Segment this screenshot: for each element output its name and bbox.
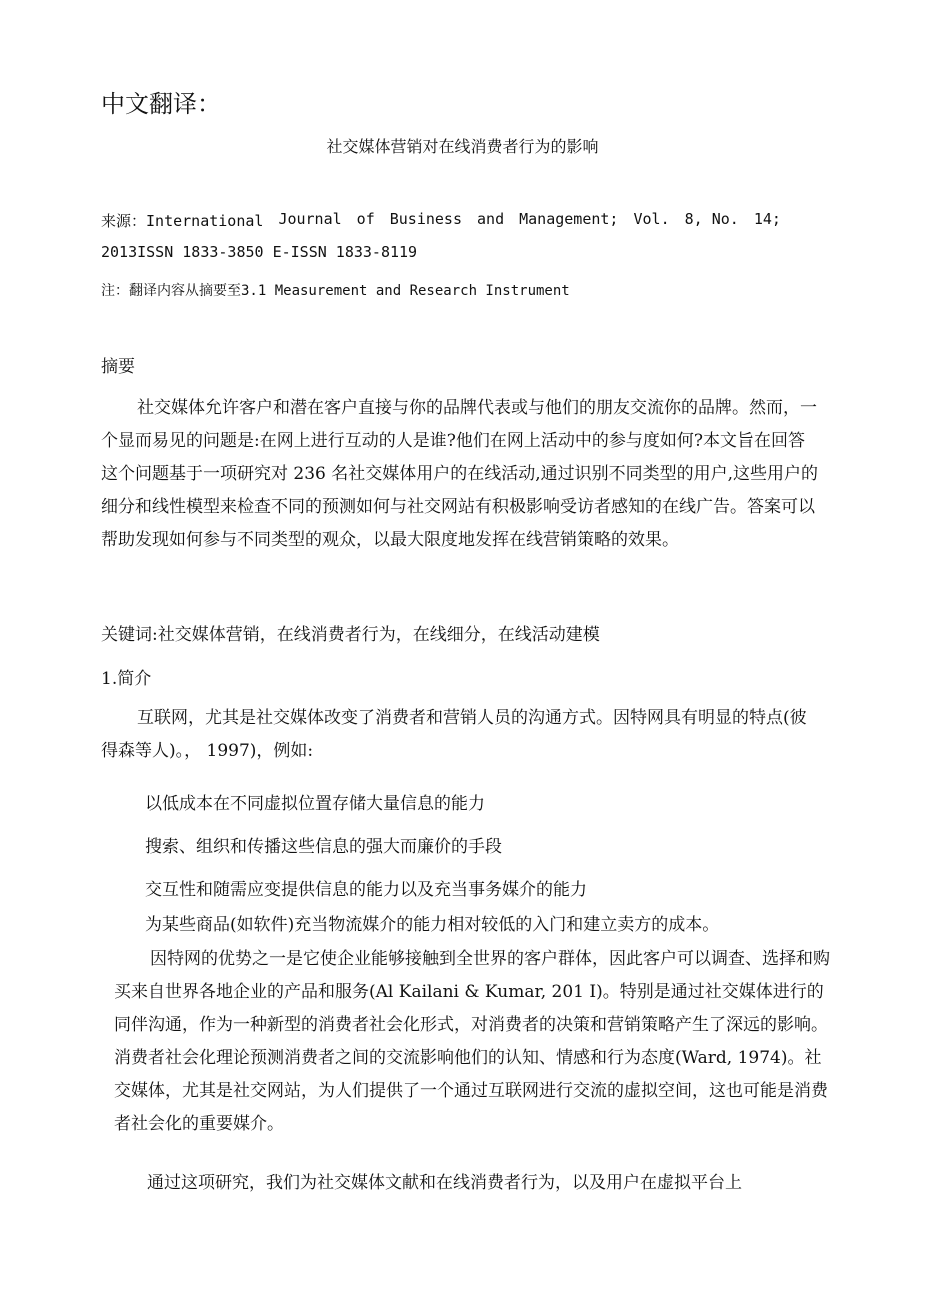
last-line: 通过这项研究，我们为社交媒体文献和在线消费者行为，以及用户在虚拟平台上 <box>147 1173 742 1193</box>
advantage-paragraph: 因特网的优势之一是它使企业能够接触到全世界的客户群体，因此客户可以调查、选择和购买来自世界各地企业的产品和服务(Al Kailani & Kumar, 201 I)。特别是通过社交媒体进行的同伴沟通，作为一种新型的消费者社会化形式，对消费者的决策和营销策略产生了深远的影响。消费者社会化理论预测消费者之间的交流影响他们的认知、情感和行为态度(Ward, 1974)。社交媒体，尤其是社交网站，为人们提供了一个通过互联网进行交流的虚拟空间，这也可能是消费者社会化的重要媒介。 <box>114 949 830 1134</box>
source-word: Business <box>389 210 462 228</box>
note-label: 注：翻译内容从摘要至 <box>101 283 241 299</box>
intro-heading: 1.简介 <box>101 669 152 689</box>
source-word: Vol. <box>633 210 670 228</box>
source-word: Management; <box>519 210 619 228</box>
keywords: 关键词:社交媒体营销，在线消费者行为，在线细分，在线活动建模 <box>101 625 600 645</box>
abstract-body: 社交媒体允许客户和潜在客户直接与你的品牌代表或与他们的朋友交流你的品牌。然而，一个显而易见的问题是:在网上进行互动的人是谁?他们在网上活动中的参与度如何?本文旨在回答这个问题基于一项研究对 236 名社交媒体用户的在线活动,通过识别不同类型的用户,这些用户的细分和线性模型来检查不同的预测如何与社交网站有积极影响受访者感知的在线广告。答案可以帮助发现如何参与不同类型的观众，以最大限度地发挥在线营销策略的效果。 <box>101 398 819 550</box>
note-text: 3.1 Measurement and Research Instrument <box>241 283 570 299</box>
list-item: 以低成本在不同虚拟位置存储大量信息的能力 <box>145 794 485 814</box>
source-word: of <box>356 210 375 228</box>
article-title: 社交媒体营销对在线消费者行为的影响 <box>326 137 599 156</box>
source-journal: International <box>146 212 264 230</box>
source-word: 8, No. <box>684 210 739 228</box>
source-word: 14; <box>753 210 781 228</box>
source-line-1 <box>101 210 781 231</box>
source-word: and <box>477 210 505 228</box>
list-item: 搜索、组织和传播这些信息的强大而廉价的手段 <box>145 837 502 857</box>
translation-note <box>101 280 570 300</box>
translation-heading: 中文翻译： <box>101 90 221 118</box>
abstract-heading: 摘要 <box>101 357 135 377</box>
source-word: Journal <box>278 210 342 228</box>
source-label: 来源： <box>101 212 147 230</box>
list-item: 为某些商品(如软件)充当物流媒介的能力相对较低的入门和建立卖方的成本。 <box>145 915 720 935</box>
source-line-2: 2013ISSN 1833-3850 E-ISSN 1833-8119 <box>101 243 418 261</box>
list-item: 交互性和随需应变提供信息的能力以及充当事务媒介的能力 <box>145 880 587 900</box>
intro-body: 互联网，尤其是社交媒体改变了消费者和营销人员的沟通方式。因特网具有明显的特点(彼得森等人)。， 1997)，例如: <box>101 708 807 761</box>
